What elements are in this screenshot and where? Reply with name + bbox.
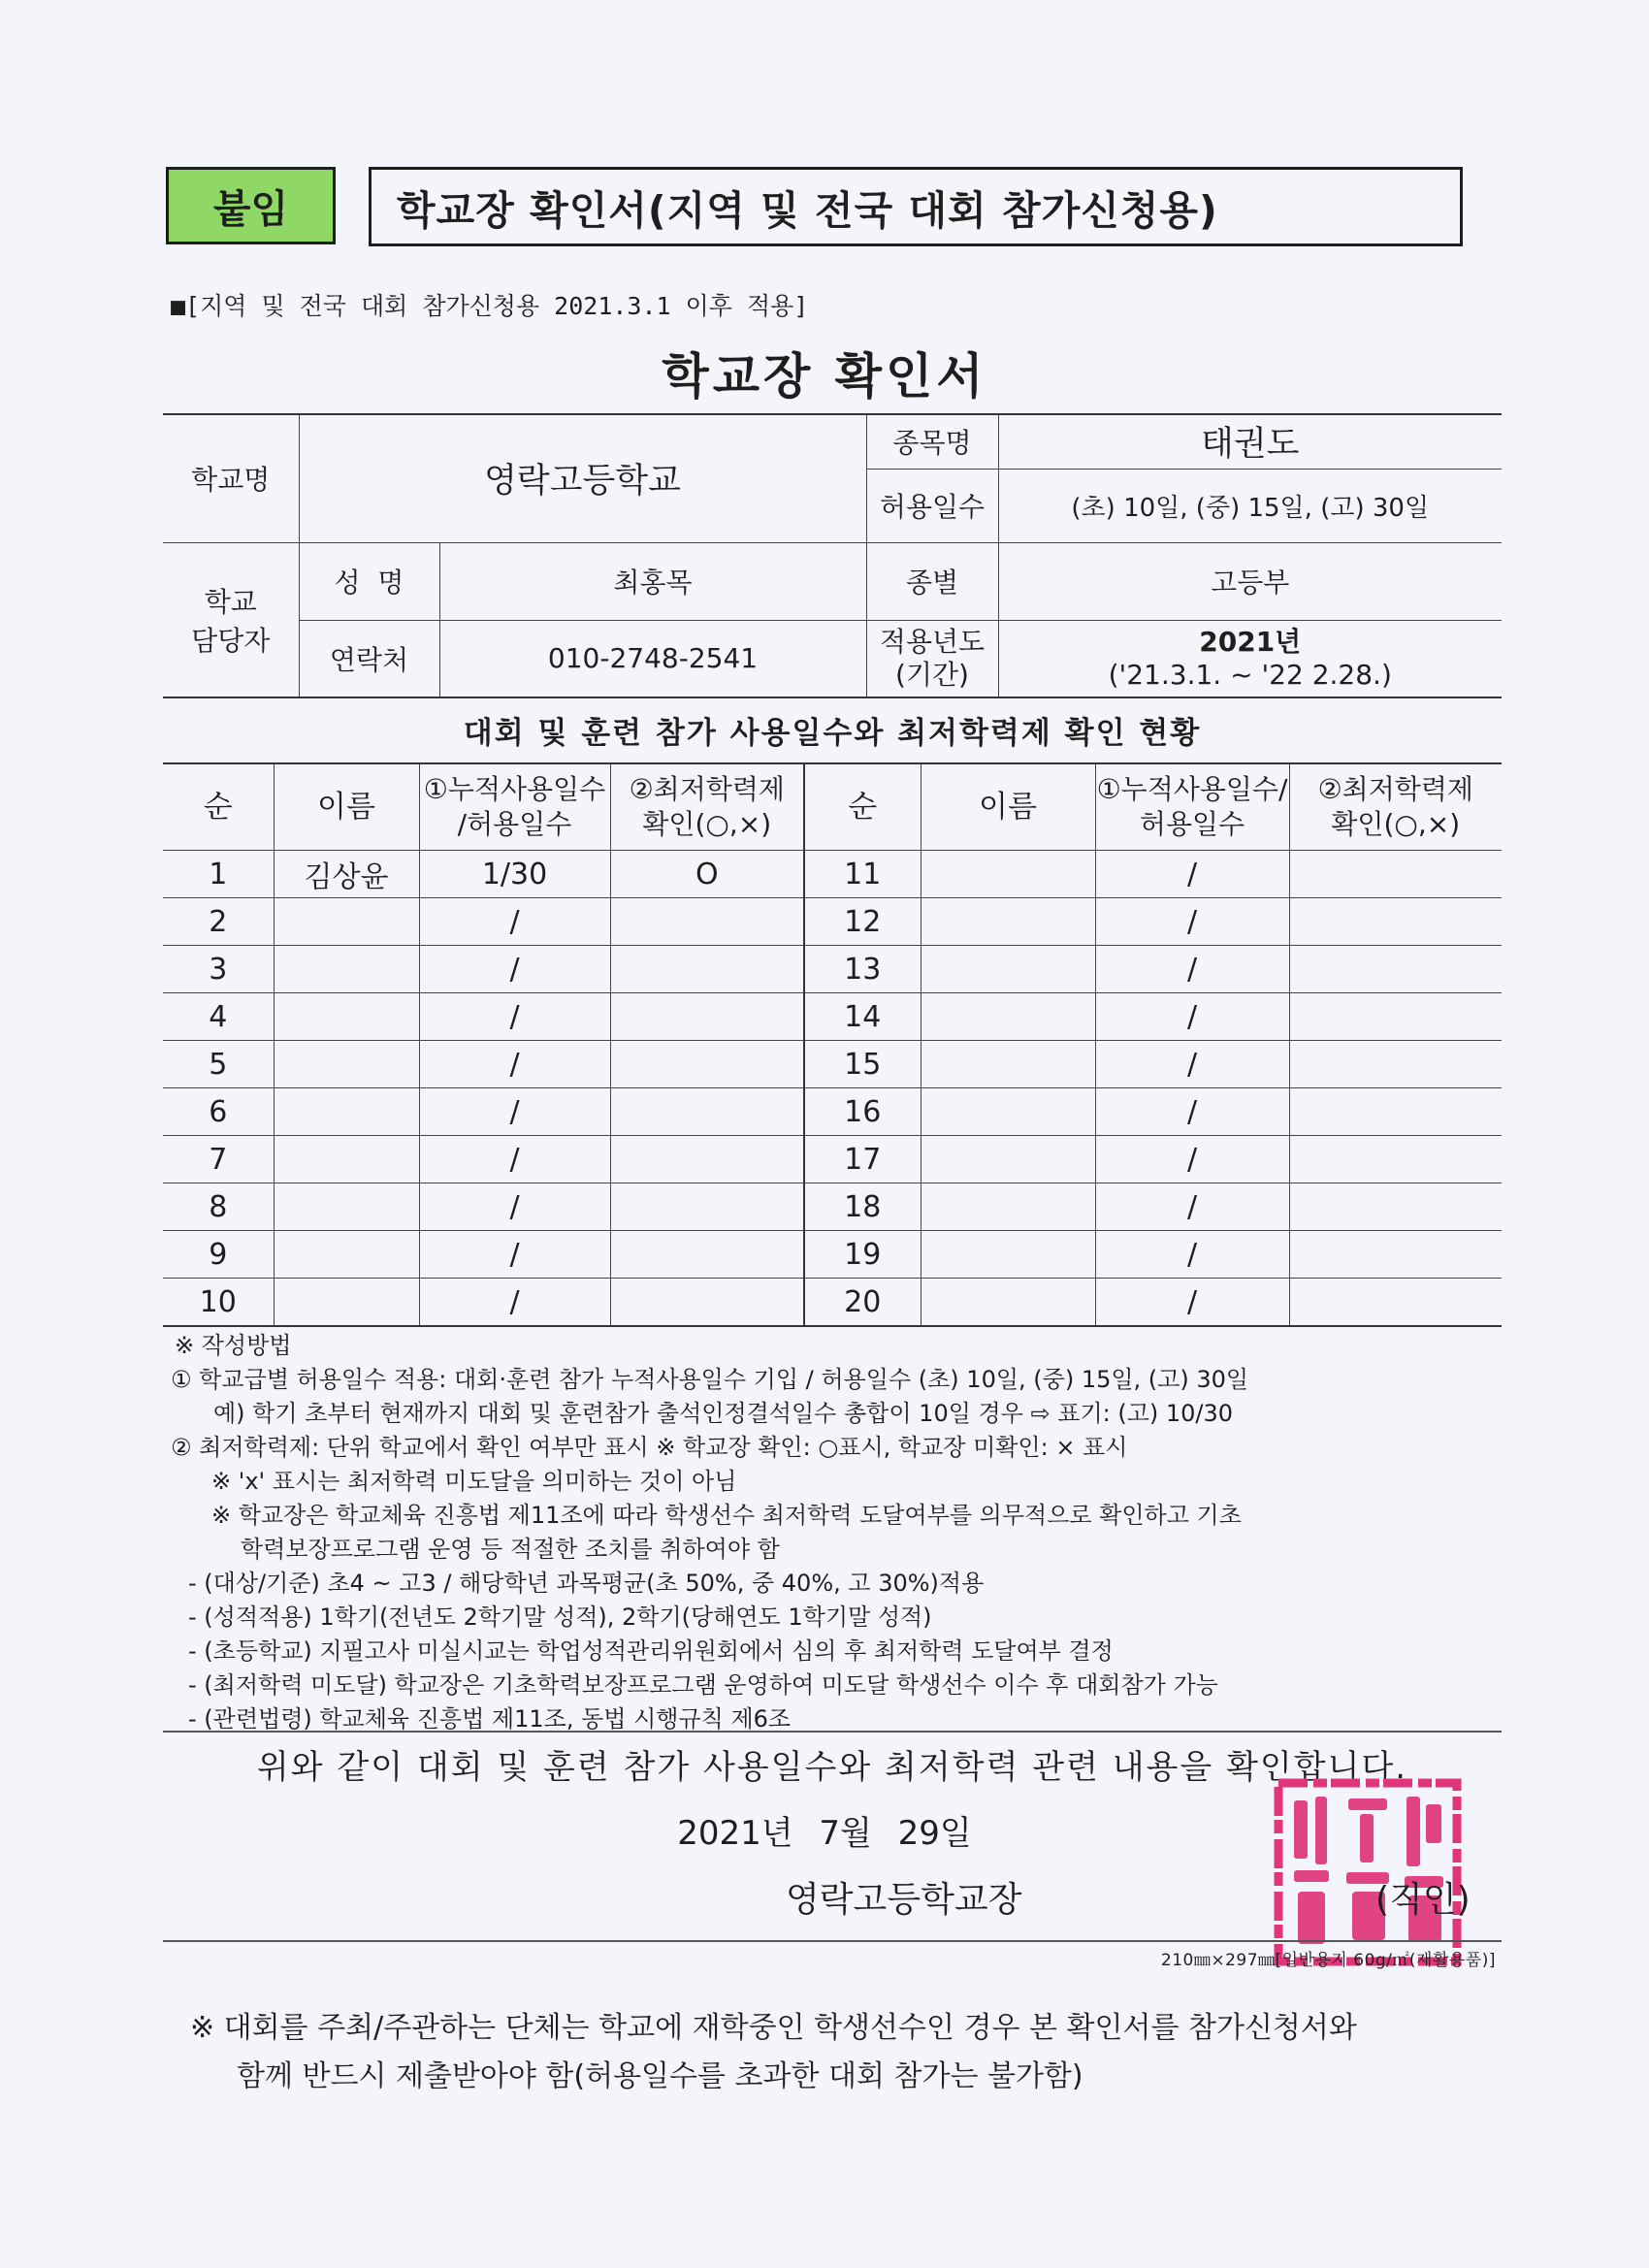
row-name-right [921, 1279, 1095, 1327]
paper-spec: 210㎜×297㎜[일반용지 60g/㎡(재활용품)] [1160, 1951, 1496, 1970]
header-acad-right-line1: ②최저학력제 [1317, 773, 1473, 805]
row-days-right: / [1095, 1088, 1289, 1136]
table-row [163, 946, 1502, 993]
row-days-right: / [1095, 898, 1289, 946]
notes-heading: ※ 작성방법 [175, 1332, 292, 1359]
seal-glyphs [1294, 1797, 1443, 1944]
allowed-days-label: 허용일수 [866, 469, 998, 542]
row-acad-right [1289, 1279, 1502, 1327]
note-dash-3: - (초등학교) 지필고사 미실시교는 학업성적관리위원회에서 심의 후 최저학력 도달여부 결정 [188, 1637, 1114, 1665]
row-acad [610, 1088, 804, 1136]
row-name-right [921, 1041, 1095, 1088]
header-days-right-line2: 허용일수 [1139, 808, 1245, 840]
contact-group-label [163, 542, 299, 697]
row-no: 7 [163, 1136, 274, 1183]
sport-value: 태권도 [998, 414, 1502, 469]
note-item-2-remark-1: ※ 'x' 표시는 최저학력 미도달을 의미하는 것이 아님 [211, 1468, 737, 1495]
row-name [274, 1231, 419, 1279]
footer-note-line1: ※ 대회를 주최/주관하는 단체는 학교에 재학중인 학생선수인 경우 본 확인서를 참가신청서와 [190, 2011, 1357, 2045]
header-days [419, 763, 610, 851]
apply-year-value [998, 620, 1502, 697]
row-name-right [921, 898, 1095, 946]
contact-group-label-line2: 담당자 [191, 624, 271, 657]
table-row [163, 1231, 1502, 1279]
row-name: 김상윤 [274, 851, 419, 898]
note-item-2-remark-2: ※ 학교장은 학교체육 진흥법 제11조에 따라 학생선수 최저학력 도달여부를 의무적으로 확인하고 기초 [211, 1502, 1242, 1529]
row-days-right: / [1095, 1041, 1289, 1088]
table-header-row [163, 763, 1502, 851]
header-days-line1: ①누적사용일수 [423, 773, 606, 805]
name-label: 성 명 [299, 542, 439, 620]
row-acad [610, 1041, 804, 1088]
row-days-right: / [1095, 851, 1289, 898]
apply-year: 2021년 [1199, 625, 1302, 658]
table-row [163, 993, 1502, 1041]
row-acad: O [610, 851, 804, 898]
phone-value: 010-2748-2541 [439, 620, 866, 697]
info-table [163, 413, 1502, 698]
row-name-right [921, 1136, 1095, 1183]
table-row [163, 898, 1502, 946]
row-name [274, 946, 419, 993]
note-dash-1: - (대상/기준) 초4 ~ 고3 / 해당학년 과목평균(초 50%, 중 40%, 고 30%)적용 [188, 1570, 985, 1597]
row-name [274, 1041, 419, 1088]
confirmation-text: 위와 같이 대회 및 훈련 참가 사용일수와 최저학력 관련 내용을 확인합니다. [256, 1748, 1408, 1787]
row-no-right: 15 [804, 1041, 921, 1088]
table-row [163, 1136, 1502, 1183]
row-no: 2 [163, 898, 274, 946]
header-acad-line2: 확인(○,×) [642, 808, 772, 840]
row-no: 5 [163, 1041, 274, 1088]
row-days: / [419, 1088, 610, 1136]
header-no: 순 [163, 763, 274, 851]
divider-bottom [163, 1940, 1502, 1942]
header-title: 학교장 확인서(지역 및 전국 대회 참가신청용) [369, 167, 1463, 246]
note-dash-4: - (최저학력 미도달) 학교장은 기초학력보장프로그램 운영하여 미도달 학생선수 이수 후 대회참가 가능 [188, 1671, 1218, 1699]
row-days: / [419, 898, 610, 946]
row-no: 1 [163, 851, 274, 898]
row-acad [610, 993, 804, 1041]
principal-name: 영락고등학교장 [786, 1880, 1022, 1920]
row-name [274, 1136, 419, 1183]
contact-group-label-line1: 학교 [204, 585, 257, 618]
usage-table [163, 762, 1502, 1327]
document-title: 학교장 확인서 [662, 348, 987, 405]
note-dash-5: - (관련법령) 학교체육 진흥법 제11조, 동법 시행규칙 제6조 [188, 1705, 792, 1733]
division-label: 종별 [866, 542, 998, 620]
header-name-right: 이름 [921, 763, 1095, 851]
row-days: / [419, 1183, 610, 1231]
row-acad-right [1289, 1041, 1502, 1088]
table-row [163, 1279, 1502, 1327]
table-row [163, 1183, 1502, 1231]
row-no-right: 19 [804, 1231, 921, 1279]
table-row [163, 1041, 1502, 1088]
footer-note-line2: 함께 반드시 제출받아야 함(허용일수를 초과한 대회 참가는 불가함) [237, 2059, 1083, 2093]
note-item-2: ② 최저학력제: 단위 학교에서 확인 여부만 표시 ※ 학교장 확인: ○표시, 학교장 미확인: × 표시 [171, 1434, 1128, 1461]
table-row [163, 851, 1502, 898]
header-days-right-line1: ①누적사용일수/ [1096, 773, 1288, 805]
row-no: 8 [163, 1183, 274, 1231]
row-name-right [921, 946, 1095, 993]
row-days-right: / [1095, 1183, 1289, 1231]
row-acad-right [1289, 1183, 1502, 1231]
row-no-right: 12 [804, 898, 921, 946]
row-days: / [419, 993, 610, 1041]
row-name-right [921, 993, 1095, 1041]
row-acad-right [1289, 1088, 1502, 1136]
row-no: 10 [163, 1279, 274, 1327]
table-body [163, 851, 1502, 1327]
table-row [163, 1088, 1502, 1136]
row-acad-right [1289, 1231, 1502, 1279]
name-value: 최홍목 [439, 542, 866, 620]
row-acad [610, 898, 804, 946]
row-days: / [419, 1279, 610, 1327]
row-no: 6 [163, 1088, 274, 1136]
apply-year-label-line1: 적용년도 [879, 625, 986, 658]
row-acad-right [1289, 898, 1502, 946]
section-title: 대회 및 훈련 참가 사용일수와 최저학력제 확인 현황 [463, 716, 1202, 751]
apply-year-label [866, 620, 998, 697]
school-value: 영락고등학교 [299, 414, 866, 542]
note-item-2-remark-2-cont: 학력보장프로그램 운영 등 적절한 조치를 취하여야 함 [241, 1536, 780, 1563]
attachment-badge: 붙임 [166, 167, 336, 244]
header-days-right [1095, 763, 1289, 851]
row-acad [610, 1183, 804, 1231]
row-name [274, 1088, 419, 1136]
row-name-right [921, 1088, 1095, 1136]
row-acad [610, 1136, 804, 1183]
header-acad-right [1289, 763, 1502, 851]
row-acad [610, 1231, 804, 1279]
row-name [274, 898, 419, 946]
header-no-right: 순 [804, 763, 921, 851]
row-acad-right [1289, 993, 1502, 1041]
row-days-right: / [1095, 1279, 1289, 1327]
phone-label: 연락처 [299, 620, 439, 697]
row-no-right: 18 [804, 1183, 921, 1231]
row-acad-right [1289, 851, 1502, 898]
row-no: 4 [163, 993, 274, 1041]
row-no-right: 20 [804, 1279, 921, 1327]
header-name: 이름 [274, 763, 419, 851]
sport-label: 종목명 [866, 414, 998, 469]
division-value: 고등부 [998, 542, 1502, 620]
header-acad [610, 763, 804, 851]
row-days-right: / [1095, 993, 1289, 1041]
row-no-right: 14 [804, 993, 921, 1041]
divider-top [163, 1731, 1502, 1733]
row-days: / [419, 946, 610, 993]
row-name [274, 1279, 419, 1327]
row-no: 9 [163, 1231, 274, 1279]
row-no: 3 [163, 946, 274, 993]
row-acad-right [1289, 1136, 1502, 1183]
note-item-1: ① 학교급별 허용일수 적용: 대회·훈련 참가 누적사용일수 기입 / 허용일수 (초) 10일, (중) 15일, (고) 30일 [171, 1366, 1249, 1393]
row-name [274, 1183, 419, 1231]
row-acad [610, 1279, 804, 1327]
row-days-right: / [1095, 946, 1289, 993]
row-days: / [419, 1136, 610, 1183]
issue-date: 2021년 7월 29일 [677, 1814, 972, 1853]
apply-period: ('21.3.1. ~ '22 2.28.) [1108, 658, 1392, 691]
row-acad [610, 946, 804, 993]
row-days: / [419, 1041, 610, 1088]
row-days: / [419, 1231, 610, 1279]
row-days: 1/30 [419, 851, 610, 898]
row-no-right: 17 [804, 1136, 921, 1183]
row-acad-right [1289, 946, 1502, 993]
note-dash-2: - (성적적용) 1학기(전년도 2학기말 성적), 2학기(당해연도 1학기말 성적) [188, 1604, 932, 1631]
row-name [274, 993, 419, 1041]
applies-note: ■[지역 및 전국 대회 참가신청용 2021.3.1 이후 적용] [171, 292, 809, 320]
apply-year-label-line2: (기간) [895, 658, 969, 691]
row-no-right: 13 [804, 946, 921, 993]
row-days-right: / [1095, 1231, 1289, 1279]
footer-note [190, 2004, 1490, 2101]
school-label: 학교명 [163, 414, 299, 542]
row-name-right [921, 1183, 1095, 1231]
row-no-right: 11 [804, 851, 921, 898]
row-name-right [921, 851, 1095, 898]
seal-label: (직인) [1375, 1880, 1471, 1920]
row-days-right: / [1095, 1136, 1289, 1183]
header-acad-right-line2: 확인(○,×) [1331, 808, 1461, 840]
row-name-right [921, 1231, 1095, 1279]
row-no-right: 16 [804, 1088, 921, 1136]
header-days-line2: /허용일수 [457, 808, 572, 840]
header-acad-line1: ②최저학력제 [629, 773, 785, 805]
note-item-1-example: 예) 학기 초부터 현재까지 대회 및 훈련참가 출석인정결석일수 총합이 10일 경우 ⇨ 표기: (고) 10/30 [213, 1400, 1234, 1427]
allowed-days-value: (초) 10일, (중) 15일, (고) 30일 [998, 469, 1502, 542]
writing-instructions [171, 1329, 1509, 1736]
